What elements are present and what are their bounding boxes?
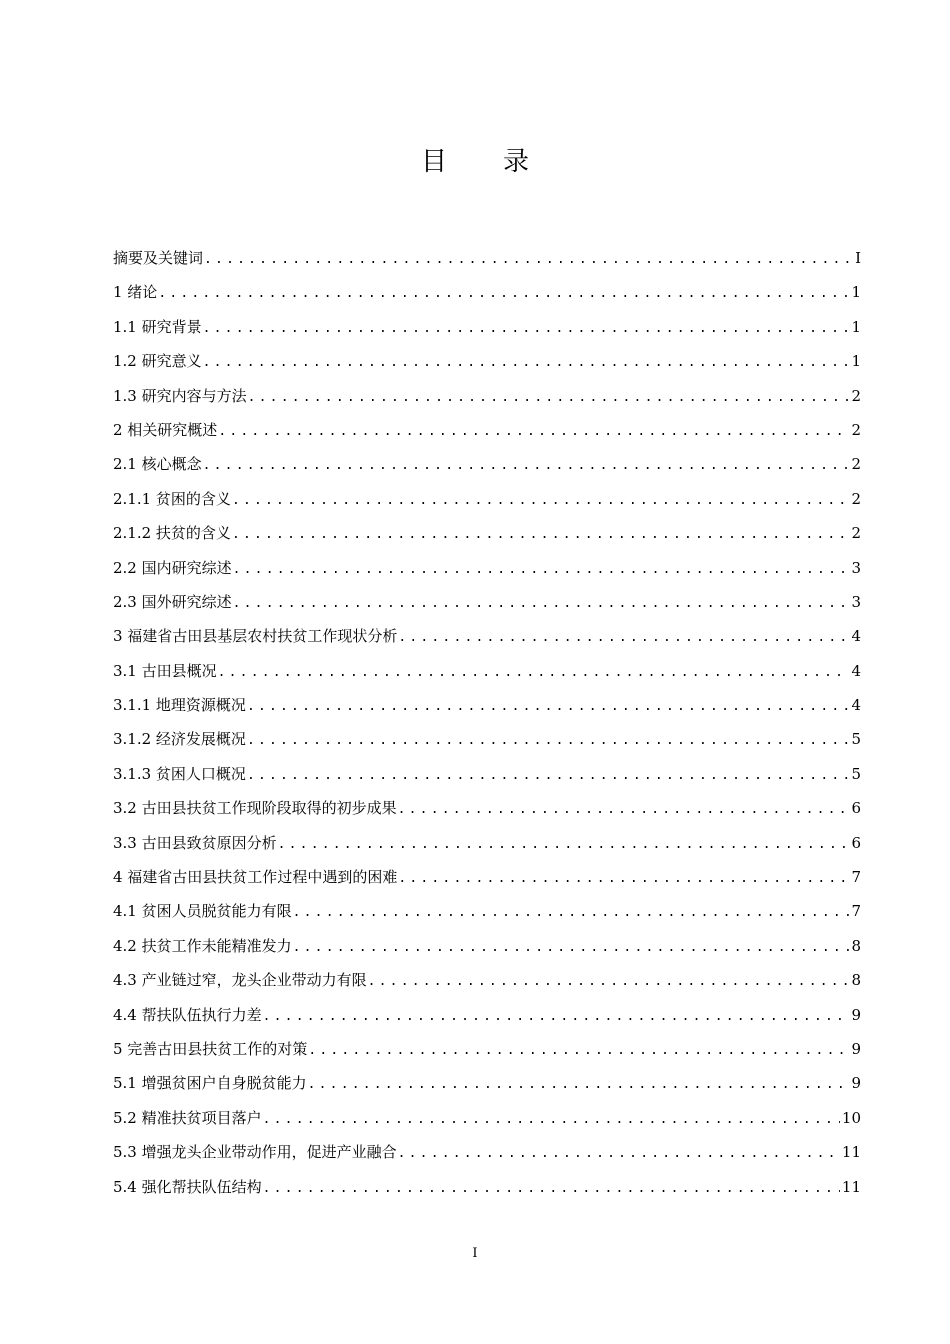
toc-entry[interactable] [113,722,861,756]
toc-leader-dots [204,243,853,275]
toc-leader-dots [232,518,850,550]
toc-leader-dots [368,965,850,997]
toc-leader-dots [233,553,850,585]
toc-entry-label: 4.1 贫困人员脱贫能力有限 [113,902,292,921]
toc-entry-label: 4.3 产业链过窄，龙头企业带动力有限 [113,971,367,990]
toc-entry-page: 4 [851,627,861,646]
toc-entry-label: 5.4 强化帮扶队伍结构 [113,1177,262,1196]
toc-entry-page: 11 [841,1177,861,1196]
toc-entry[interactable] [113,482,861,516]
toc-entry-page: 2 [851,489,861,508]
toc-entry-page: 2 [851,420,861,439]
toc-leader-dots [218,656,850,688]
toc-entry-page: 3 [851,558,861,577]
toc-entry-page: 2 [851,524,861,543]
toc-entry-label: 2.1.1 贫困的含义 [113,489,231,508]
toc-entry-page: 10 [841,1108,861,1127]
toc-leader-dots [158,277,849,309]
toc-leader-dots [293,931,850,963]
toc-leader-dots [247,759,850,791]
toc-entry[interactable] [113,619,861,653]
toc-entry[interactable] [113,929,861,963]
toc-entry-page: 8 [851,936,861,955]
toc-entry-page: 1 [851,317,861,336]
toc-entry[interactable] [113,1170,861,1204]
toc-entry-page: 9 [851,1074,861,1093]
toc-entry[interactable] [113,688,861,722]
toc-entry-page: 11 [841,1143,861,1162]
toc-entry[interactable] [113,791,861,825]
toc-entry-page: 4 [851,661,861,680]
toc-leader-dots [247,724,850,756]
toc-entry[interactable] [113,585,861,619]
toc-entry[interactable] [113,447,861,481]
toc-entry[interactable] [113,551,861,585]
toc-entry-page: I [855,249,861,267]
toc-entry-page: 1 [851,352,861,371]
toc-entry[interactable] [113,241,861,275]
toc-entry[interactable] [113,998,861,1032]
title-char-2: 录 [503,147,530,177]
toc-entry-label: 2 相关研究概述 [113,420,218,439]
page-number: I [472,1246,478,1261]
toc-entry[interactable] [113,344,861,378]
toc-entry-page: 9 [851,1005,861,1024]
toc-entry-label: 5.1 增强贫困户自身脱贫能力 [113,1074,307,1093]
table-of-contents [113,241,861,1204]
toc-entry-page: 7 [851,902,861,921]
toc-entry[interactable] [113,894,861,928]
toc-entry-label: 5.2 精准扶贫项目落户 [113,1108,262,1127]
toc-leader-dots [398,621,849,653]
toc-entry-page: 8 [851,971,861,990]
toc-entry-label: 1.1 研究背景 [113,317,202,336]
toc-entry-label: 5.3 增强龙头企业带动作用，促进产业融合 [113,1143,397,1162]
toc-entry-page: 6 [851,799,861,818]
toc-entry-label: 2.2 国内研究综述 [113,558,232,577]
toc-entry-label: 1.3 研究内容与方法 [113,386,247,405]
toc-leader-dots [398,793,850,825]
toc-entry[interactable] [113,516,861,550]
toc-leader-dots [203,312,850,344]
toc-entry-label: 2.3 国外研究综述 [113,592,232,611]
toc-entry-label: 3.1.3 贫困人口概况 [113,764,246,783]
toc-entry-label: 2.1.2 扶贫的含义 [113,524,231,543]
toc-entry-page: 4 [851,696,861,715]
toc-entry[interactable] [113,310,861,344]
toc-entry[interactable] [113,1101,861,1135]
toc-leader-dots [308,1068,850,1100]
toc-leader-dots [232,484,850,516]
toc-entry-page: 3 [851,592,861,611]
toc-entry-page: 5 [851,730,861,749]
toc-entry-label: 1.2 研究意义 [113,352,202,371]
toc-leader-dots [263,1000,850,1032]
toc-entry-label: 5 完善古田县扶贫工作的对策 [113,1039,308,1058]
title-char-1: 目 [420,147,447,177]
toc-entry-label: 3.1 古田县概况 [113,661,217,680]
toc-entry-label: 2.1 核心概念 [113,455,202,474]
toc-leader-dots [263,1103,840,1135]
toc-entry-label: 3 福建省古田县基层农村扶贫工作现状分析 [113,627,398,646]
toc-leader-dots [263,1172,840,1204]
toc-entry-label: 3.2 古田县扶贫工作现阶段取得的初步成果 [113,799,397,818]
toc-entry[interactable] [113,275,861,309]
toc-entry-label: 3.1.1 地理资源概况 [113,696,246,715]
toc-leader-dots [203,449,850,481]
toc-entry-page: 9 [851,1039,861,1058]
toc-entry[interactable] [113,1135,861,1169]
toc-leader-dots [248,381,850,413]
toc-entry-label: 4.4 帮扶队伍执行力差 [113,1005,262,1024]
toc-entry[interactable] [113,860,861,894]
toc-entry-page: 5 [851,764,861,783]
toc-entry-page: 2 [851,455,861,474]
toc-entry[interactable] [113,826,861,860]
toc-entry-page: 6 [851,833,861,852]
toc-leader-dots [247,690,850,722]
toc-entry-page: 2 [851,386,861,405]
toc-entry[interactable] [113,413,861,447]
toc-leader-dots [278,828,850,860]
toc-entry-label: 3.3 古田县致贫原因分析 [113,833,277,852]
toc-leader-dots [398,862,849,894]
toc-leader-dots [233,587,850,619]
toc-entry-label: 1 绪论 [113,283,158,302]
toc-entry[interactable] [113,1032,861,1066]
toc-leader-dots [293,896,850,928]
toc-entry[interactable] [113,1066,861,1100]
toc-entry[interactable] [113,963,861,997]
toc-leader-dots [218,415,849,447]
toc-entry-label: 4 福建省古田县扶贫工作过程中遇到的困难 [113,868,398,887]
toc-entry-label: 3.1.2 经济发展概况 [113,730,246,749]
toc-entry[interactable] [113,757,861,791]
toc-entry-label: 4.2 扶贫工作未能精准发力 [113,936,292,955]
toc-entry-page: 7 [851,868,861,887]
toc-leader-dots [398,1137,840,1169]
toc-entry[interactable] [113,654,861,688]
page-title [0,142,950,182]
toc-entry[interactable] [113,379,861,413]
toc-leader-dots [308,1034,849,1066]
toc-leader-dots [203,346,850,378]
toc-entry-label: 摘要及关键词 [113,249,204,267]
toc-entry-page: 1 [851,283,861,302]
